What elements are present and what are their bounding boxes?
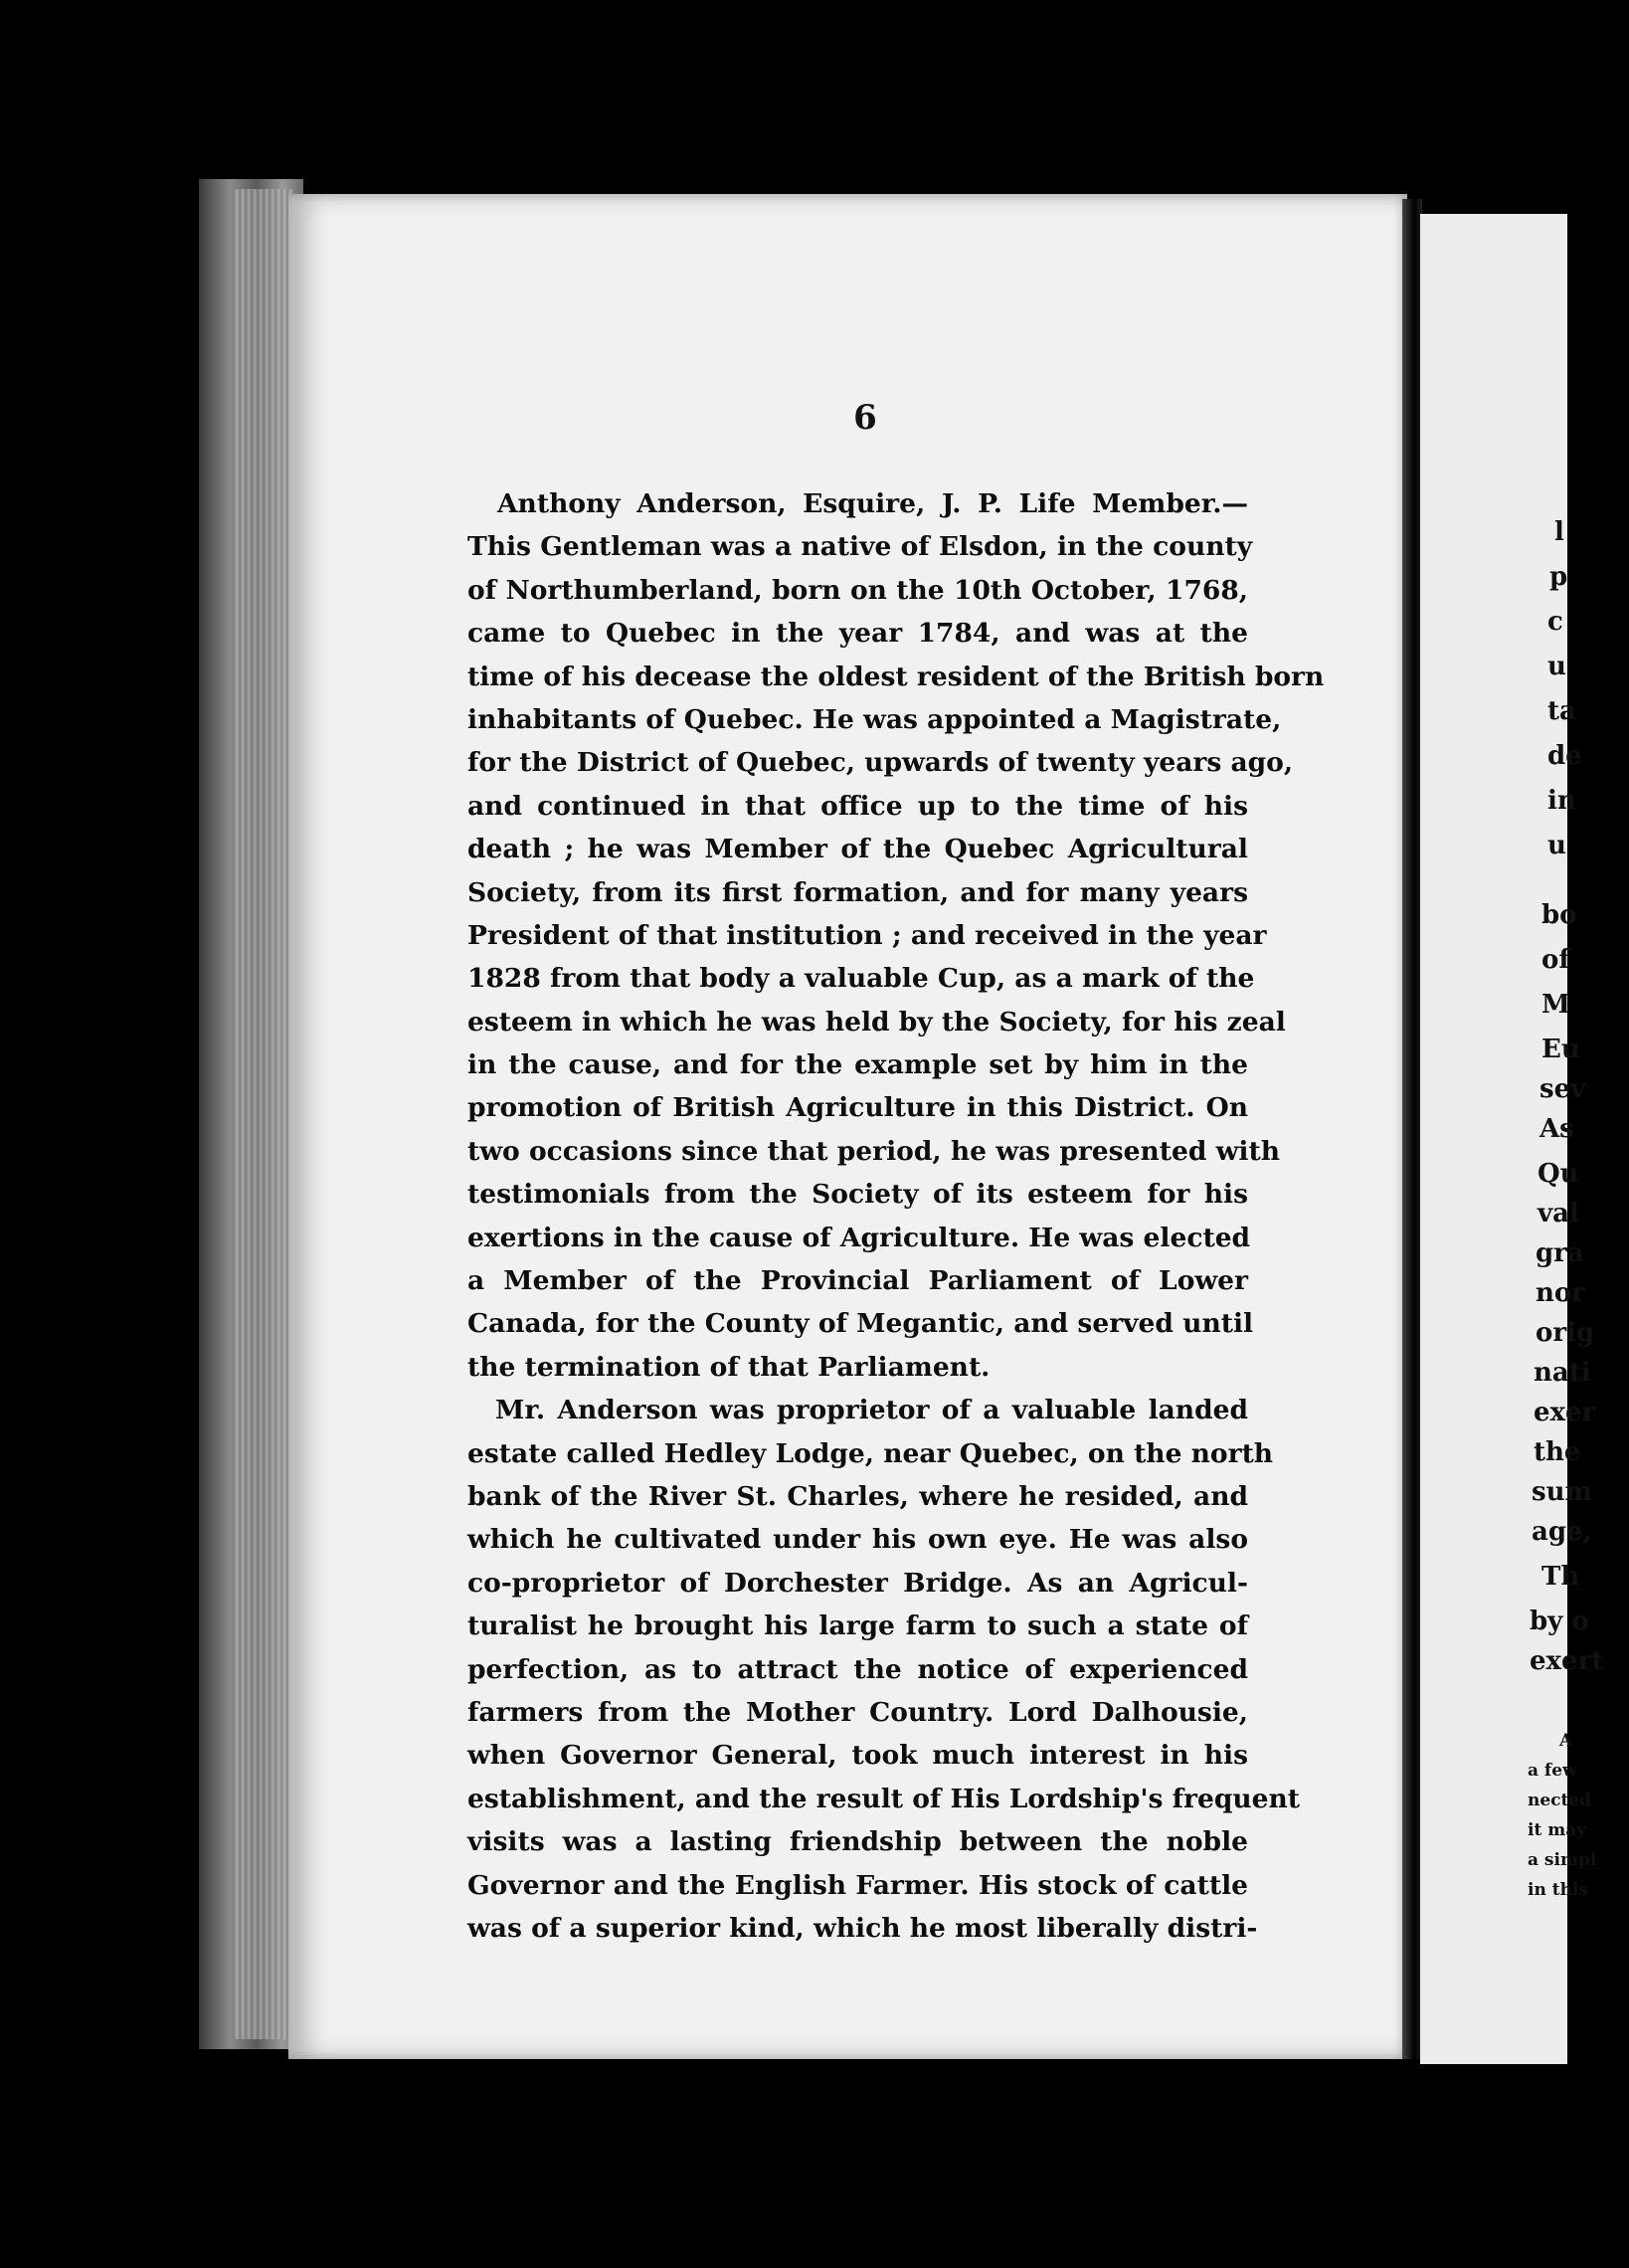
text-line: inhabitants of Quebec. He was appointed a Magistrate, <box>467 703 1282 735</box>
text-line: turalist he brought his large farm to such a state of <box>467 1610 1248 1642</box>
text-fragment: val <box>1538 1199 1579 1228</box>
right-page <box>1420 214 1604 2064</box>
text-fragment: in <box>1547 786 1576 816</box>
text-fragment: A <box>1559 1731 1573 1751</box>
text-line: death ; he was Member of the Quebec Agricultural <box>467 834 1248 865</box>
text-line: exertions in the cause of Agriculture. He was elected <box>467 1222 1251 1253</box>
text-line: for the District of Quebec, upwards of twenty years ago, <box>467 747 1294 779</box>
text-fragment: p <box>1549 562 1568 592</box>
text-line: Canada, for the County of Megantic, and served until <box>467 1308 1254 1340</box>
text-line: in the cause, and for the example set by him in the <box>467 1049 1248 1081</box>
body-text <box>467 482 1325 1950</box>
text-line: two occasions since that period, he was presented with <box>467 1135 1280 1167</box>
text-fragment: c <box>1547 607 1563 637</box>
text-line: the termination of that Parliament. <box>467 1351 991 1383</box>
text-line: when Governor General, took much interest in his <box>467 1740 1248 1772</box>
text-fragment: M <box>1541 990 1570 1020</box>
text-fragment: a simpl <box>1528 1850 1597 1870</box>
text-fragment: the <box>1534 1437 1581 1467</box>
text-line: of Northumberland, born on the 10th October, 1768, <box>467 574 1248 606</box>
text-line: which he cultivated under his own eye. He was also <box>467 1524 1248 1556</box>
text-fragment: gra <box>1536 1238 1584 1268</box>
text-line: Anthony Anderson, Esquire, J. P. Life Member.— <box>497 488 1248 519</box>
text-line: Mr. Anderson was proprietor of a valuable landed <box>495 1395 1248 1426</box>
text-fragment: ta <box>1547 696 1576 726</box>
text-fragment: by o <box>1530 1606 1589 1636</box>
text-fragment: de <box>1547 741 1582 771</box>
text-line: was of a superior kind, which he most liberally distri- <box>467 1912 1258 1944</box>
text-fragment: age, <box>1532 1517 1592 1547</box>
text-line: Governor and the English Farmer. His stock of cattle <box>467 1869 1248 1901</box>
text-line: testimonials from the Society of its esteem for his <box>467 1179 1248 1211</box>
text-line: 1828 from that body a valuable Cup, as a mark of the <box>467 963 1255 995</box>
text-line: promotion of British Agriculture in this District. On <box>467 1092 1248 1124</box>
text-fragment: exert <box>1530 1646 1604 1676</box>
text-fragment: l <box>1554 517 1564 547</box>
text-line: President of that institution ; and received in the year <box>467 919 1267 951</box>
text-line: a Member of the Provincial Parliament of Lower <box>467 1265 1248 1297</box>
text-fragment: nati <box>1534 1358 1591 1388</box>
book-gutter <box>1402 199 1422 2059</box>
text-fragment: As <box>1539 1114 1574 1144</box>
text-line: establishment, and the result of His Lordship's frequent <box>467 1783 1301 1814</box>
text-line: came to Quebec in the year 1784, and was at the <box>467 618 1248 650</box>
text-fragment: Qu <box>1538 1159 1579 1189</box>
text-fragment: Eu <box>1541 1035 1580 1064</box>
text-fragment: bo <box>1541 900 1577 930</box>
text-line: visits was a lasting friendship between the noble <box>467 1826 1248 1858</box>
text-fragment: u <box>1547 831 1566 860</box>
text-line: esteem in which he was held by the Society, for his zeal <box>467 1006 1286 1038</box>
text-fragment: u <box>1547 652 1566 681</box>
text-line: estate called Hedley Lodge, near Quebec, on the north <box>467 1437 1274 1469</box>
page-edges-inner <box>234 189 293 2039</box>
text-fragment: exer <box>1534 1398 1596 1427</box>
text-fragment: a few <box>1528 1761 1577 1781</box>
text-fragment: it may <box>1528 1820 1587 1840</box>
text-fragment: sev <box>1539 1074 1586 1104</box>
page-number: 6 <box>853 398 877 438</box>
text-line: Society, from its first formation, and for many years <box>467 876 1248 908</box>
text-line: and continued in that office up to the time of his <box>467 790 1248 822</box>
text-line: time of his decease the oldest resident of the British born <box>467 661 1325 692</box>
text-fragment: of <box>1541 945 1570 975</box>
text-fragment: nor <box>1536 1278 1585 1308</box>
text-fragment: Th <box>1541 1562 1580 1592</box>
text-line: perfection, as to attract the notice of experienced <box>467 1653 1248 1685</box>
text-line: bank of the River St. Charles, where he resided, and <box>467 1480 1248 1512</box>
text-fragment: sum <box>1532 1477 1593 1507</box>
text-fragment: orig <box>1536 1318 1595 1348</box>
text-line: co-proprietor of Dorchester Bridge. As an Agricul- <box>467 1567 1248 1599</box>
text-line: farmers from the Mother Country. Lord Dalhousie, <box>467 1696 1248 1728</box>
text-fragment: in this <box>1528 1880 1588 1900</box>
text-fragment: nected <box>1528 1791 1592 1810</box>
text-line: This Gentleman was a native of Elsdon, in the county <box>467 531 1253 563</box>
